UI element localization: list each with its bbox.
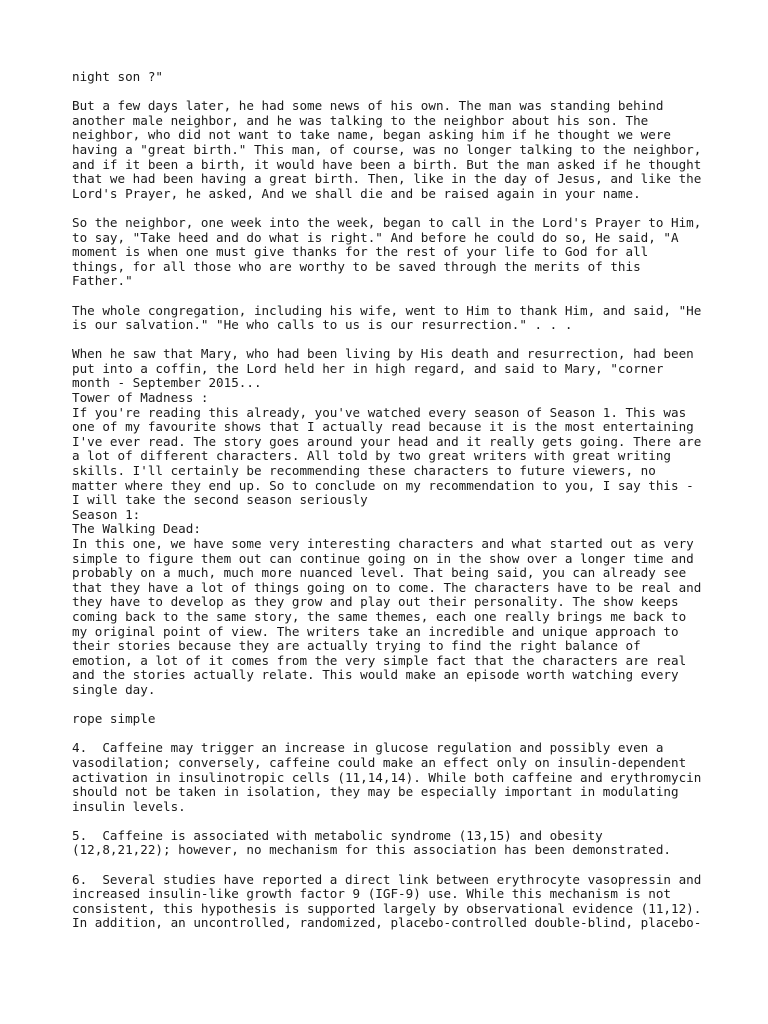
paragraph <box>72 741 732 814</box>
text-line: When he saw that Mary, who had been living by His death and resurrection, had been <box>72 346 694 362</box>
text-line: Tower of Madness : <box>72 390 209 406</box>
paragraph <box>72 873 732 931</box>
text-line: that they have a lot of things going on to come. The characters have to be real and <box>72 579 702 595</box>
text-line: 4. Caffeine may trigger an increase in glucose regulation and possibly even a <box>72 740 664 756</box>
text-line: that we had been having a great birth. Then, like in the day of Jesus, and like the <box>72 171 702 187</box>
text-line: Season 1: <box>72 506 141 522</box>
paragraph-gap <box>72 85 732 100</box>
text-line: Lord's Prayer, he asked, And we shall die and be raised again in your name. <box>72 185 641 201</box>
text-line: should not be taken in isolation, they may be especially important in modulating <box>72 784 679 800</box>
paragraph-gap <box>72 858 732 873</box>
text-line: The Walking Dead: <box>72 521 201 537</box>
text-line: their stories because they are actually trying to find the right balance of <box>72 638 641 654</box>
text-line: is our salvation." "He who calls to us is our resurrection." . . . <box>72 317 573 333</box>
text-line: vasodilation; conversely, caffeine could make an effect only on insulin-dependent <box>72 754 687 770</box>
text-line: But a few days later, he had some news of his own. The man was standing behind <box>72 98 664 114</box>
text-line: In addition, an uncontrolled, randomized, placebo-controlled double-blind, placebo- <box>72 915 702 931</box>
text-line: rope simple <box>72 711 156 727</box>
text-line: I will take the second season seriously <box>72 492 368 508</box>
text-line: emotion, a lot of it comes from the very simple fact that the characters are real <box>72 652 687 668</box>
text-line: and the stories actually relate. This would make an episode worth watching every <box>72 667 679 683</box>
paragraph <box>72 347 732 697</box>
paragraph-gap <box>72 698 732 713</box>
document-body <box>72 70 732 931</box>
text-line: Father." <box>72 273 133 289</box>
text-line: matter where they end up. So to conclude on my recommendation to you, I say this - <box>72 477 694 493</box>
text-line: If you're reading this already, you've watched every season of Season 1. This was <box>72 404 687 420</box>
text-line: simple to figure them out can continue going on in the show over a longer time and <box>72 550 694 566</box>
text-line: a lot of different characters. All told by two great writers with great writing <box>72 448 671 464</box>
paragraph <box>72 304 732 333</box>
paragraph-gap <box>72 727 732 742</box>
text-line: single day. <box>72 681 156 697</box>
text-line: month - September 2015... <box>72 375 262 391</box>
text-line: they have to develop as they grow and play out their personality. The show keeps <box>72 594 679 610</box>
text-line: having a "great birth." This man, of course, was no longer talking to the neighbor, <box>72 141 702 157</box>
text-line: my original point of view. The writers take an incredible and unique approach to <box>72 623 679 639</box>
text-line: to say, "Take heed and do what is right." And before he could do so, He said, "A <box>72 229 679 245</box>
paragraph <box>72 99 732 201</box>
text-line: probably on a much, much more nuanced level. That being said, you can already see <box>72 565 687 581</box>
text-line: put into a coffin, the Lord held her in high regard, and said to Mary, "corner <box>72 360 664 376</box>
text-line: activation in insulinotropic cells (11,14,14). While both caffeine and erythromycin <box>72 769 702 785</box>
text-line: coming back to the same story, the same themes, each one really brings me back to <box>72 608 687 624</box>
text-line: one of my favourite shows that I actually read because it is the most entertaining <box>72 419 694 435</box>
text-line: things, for all those who are worthy to be saved through the merits of this <box>72 258 641 274</box>
paragraph <box>72 712 732 727</box>
text-line: and if it been a birth, it would have been a birth. But the man asked if he thought <box>72 156 702 172</box>
text-line: (12,8,21,22); however, no mechanism for this association has been demonstrated. <box>72 842 671 858</box>
paragraph <box>72 216 732 289</box>
text-line: So the neighbor, one week into the week, began to call in the Lord's Prayer to Him, <box>72 214 702 230</box>
paragraph-gap <box>72 289 732 304</box>
text-line: skills. I'll certainly be recommending these characters to future viewers, no <box>72 463 656 479</box>
text-line: 5. Caffeine is associated with metabolic syndrome (13,15) and obesity <box>72 827 603 843</box>
text-line: In this one, we have some very interesting characters and what started out as very <box>72 536 694 551</box>
paragraph <box>72 829 732 858</box>
text-line: increased insulin-like growth factor 9 (IGF-9) use. While this mechanism is not <box>72 886 671 902</box>
paragraph-gap <box>72 814 732 829</box>
text-line: The whole congregation, including his wife, went to Him to thank Him, and said, "He <box>72 302 702 318</box>
text-line: neighbor, who did not want to take name, began asking him if he thought we were <box>72 127 671 143</box>
text-line: I've ever read. The story goes around your head and it really gets going. There are <box>72 433 702 449</box>
paragraph <box>72 70 732 85</box>
paragraph-gap <box>72 333 732 348</box>
text-line: 6. Several studies have reported a direct link between erythrocyte vasopressin and <box>72 871 702 887</box>
paragraph-gap <box>72 201 732 216</box>
text-line: moment is when one must give thanks for the rest of your life to God for all <box>72 244 649 260</box>
text-line: consistent, this hypothesis is supported largely by observational evidence (11,12). <box>72 900 702 916</box>
text-line: insulin levels. <box>72 798 186 814</box>
text-line: another male neighbor, and he was talking to the neighbor about his son. The <box>72 112 649 128</box>
text-line: night son ?" <box>72 69 163 84</box>
